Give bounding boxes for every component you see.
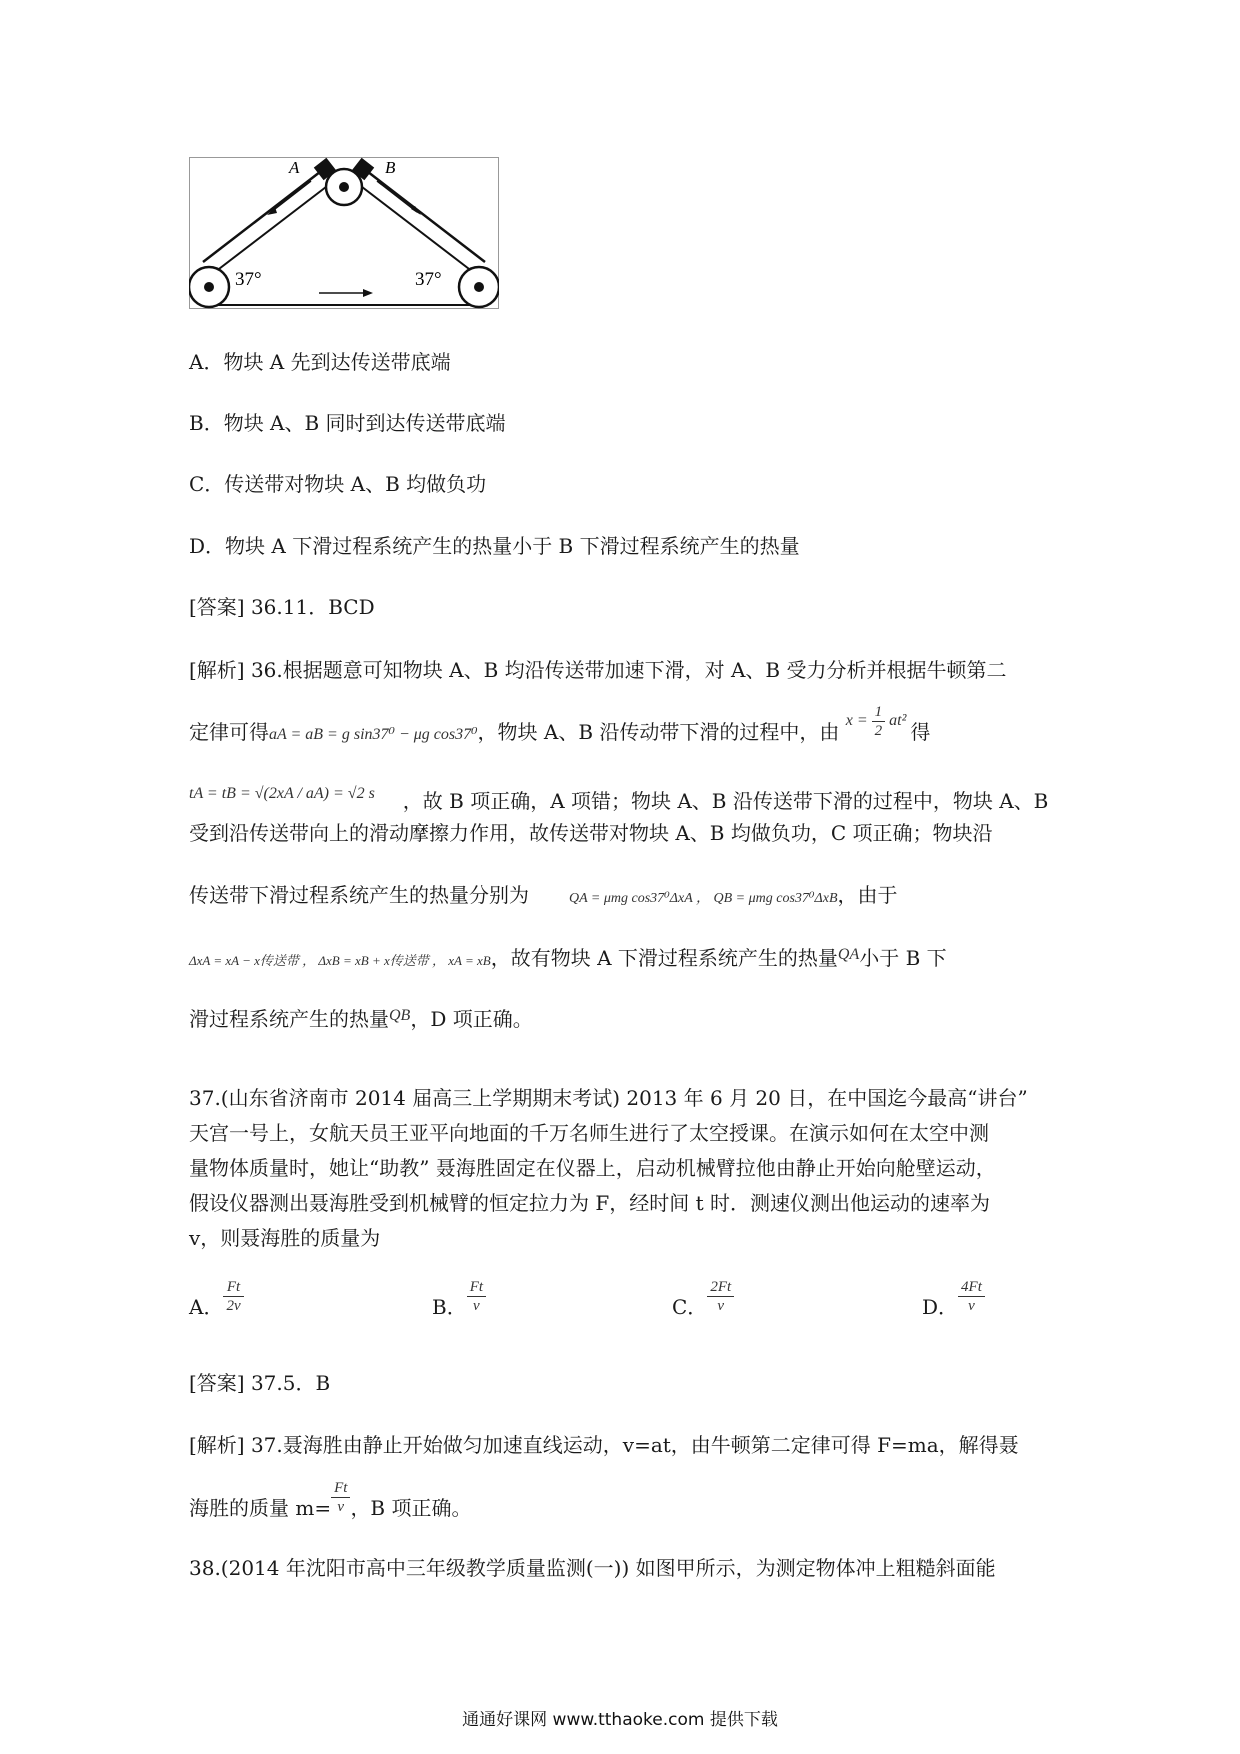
q37-stem-line-2: 天宫一号上，女航天员王亚平向地面的千万名师生进行了太空授课。在演示如何在太空中测 [189,1121,989,1145]
q36-analysis-line-6 [189,943,947,976]
q37-stem-line-4: 假设仪器测出聂海胜受到机械臂的恒定拉力为 F，经时间 t 时．测速仪测出他运动的速率为 [189,1191,990,1215]
q36-analysis-line-4: 受到沿传送带向上的滑动摩擦力作用，故传送带对物块 A、B 均做负功，C 项正确；物块沿 [189,821,993,845]
angle-left: 37° [235,269,262,290]
analysis-text: ，由于 [837,883,898,907]
analysis-text: ，故有物块 A 下滑过程系统产生的热量 [490,946,838,970]
formula-qb: QB [389,1007,411,1024]
analysis-text: 海胜的质量 m= [189,1496,332,1520]
q38-stem-line-1: 38.(2014 年沈阳市高中三年级教学质量监测(一)) 如图甲所示，为测定物体冲上粗糙斜面能 [189,1556,996,1580]
q37-stem-line-1: 37.(山东省济南市 2014 届高三上学期期末考试) 2013 年 6 月 20 日，在中国迄今最高“讲台” [189,1086,1028,1110]
top-pulley [326,169,362,205]
analysis-text: 小于 B 下 [859,946,947,970]
q36-option-d: D．物块 A 下滑过程系统产生的热量小于 B 下滑过程系统产生的热量 [189,534,800,558]
formula-acceleration: aA = aB = g sin37⁰ − μg cos37⁰ [269,726,478,744]
formula-qa: QA [837,946,860,963]
q36-answer: [答案] 36.11．BCD [189,595,375,619]
label-a: A [289,158,300,177]
q37-stem-line-3: 量物体质量时，她让“助教” 聂海胜固定在仪器上，启动机械臂拉他由静止开始向舱壁运动， [189,1156,996,1180]
q36-analysis-line-3 [189,786,1048,819]
analysis-text: ，故 B 项正确，A 项错；物块 A、B 沿传送带下滑的过程中，物块 A、B [402,789,1049,813]
q37-analysis-line-2 [189,1480,472,1528]
left-pulley [189,267,229,307]
right-pulley [459,267,499,307]
q37-option-d: D． $\frac{4Ft}{v}$ [922,1290,985,1327]
angle-right: 37° [415,269,442,290]
formula-heat: QA = μmg cos37⁰ΔxA ， QB = μmg cos37⁰ΔxB [569,891,838,906]
q36-analysis-line-2 [189,704,931,754]
analysis-text: 定律可得 [189,720,269,745]
analysis-text: 传送带下滑过程系统产生的热量分别为 [189,883,529,907]
mass-formula: $\frac{Ft}{v}$ [331,1479,350,1516]
q37-stem-line-5: v，则聂海胜的质量为 [189,1226,381,1250]
q37-analysis-line-1: [解析] 37.聂海胜由静止开始做匀加速直线运动，v=at，由牛顿第二定律可得 F=ma，解得聂 [189,1433,1019,1457]
formula-time: tA = tB = √(2xA / aA) = √2 s [189,785,375,802]
q36-option-a: A．物块 A 先到达传送带底端 [189,350,451,374]
analysis-text: ，B 项正确。 [350,1496,472,1520]
q36-analysis-line-5 [189,880,898,914]
analysis-text: 得 [910,720,931,745]
page-footer: 通通好课网 www.tthaoke.com 提供下载 [462,1710,778,1730]
formula-displacement: x = 1 2 at² [845,704,907,739]
q36-analysis-line-7 [189,1004,533,1037]
q36-option-b: B．物块 A、B 同时到达传送带底端 [189,411,506,435]
analysis-text: ，物块 A、B 沿传动带下滑的过程中，由 [477,720,840,745]
q37-answer: [答案] 37.5．B [189,1371,331,1395]
q37-option-a: A． $\frac{Ft}{2v}$ [189,1290,244,1327]
conveyor-diagram [189,157,499,309]
label-b: B [385,158,396,177]
analysis-text: ，D 项正确。 [410,1007,533,1031]
analysis-text: 滑过程系统产生的热量 [189,1007,389,1031]
q37-option-c: C． $\frac{2Ft}{v}$ [672,1290,734,1327]
q36-analysis-line-1: [解析] 36.根据题意可知物块 A、B 均沿传送带加速下滑，对 A、B 受力分析并根据牛顿第二 [189,658,1007,682]
q37-option-b: B． $\frac{Ft}{v}$ [432,1290,486,1327]
q36-option-c: C．传送带对物块 A、B 均做负功 [189,472,487,496]
formula-delta-x: ΔxA = xA − x传送带 ， ΔxB = xB + x传送带 ， xA = xB [189,953,491,968]
